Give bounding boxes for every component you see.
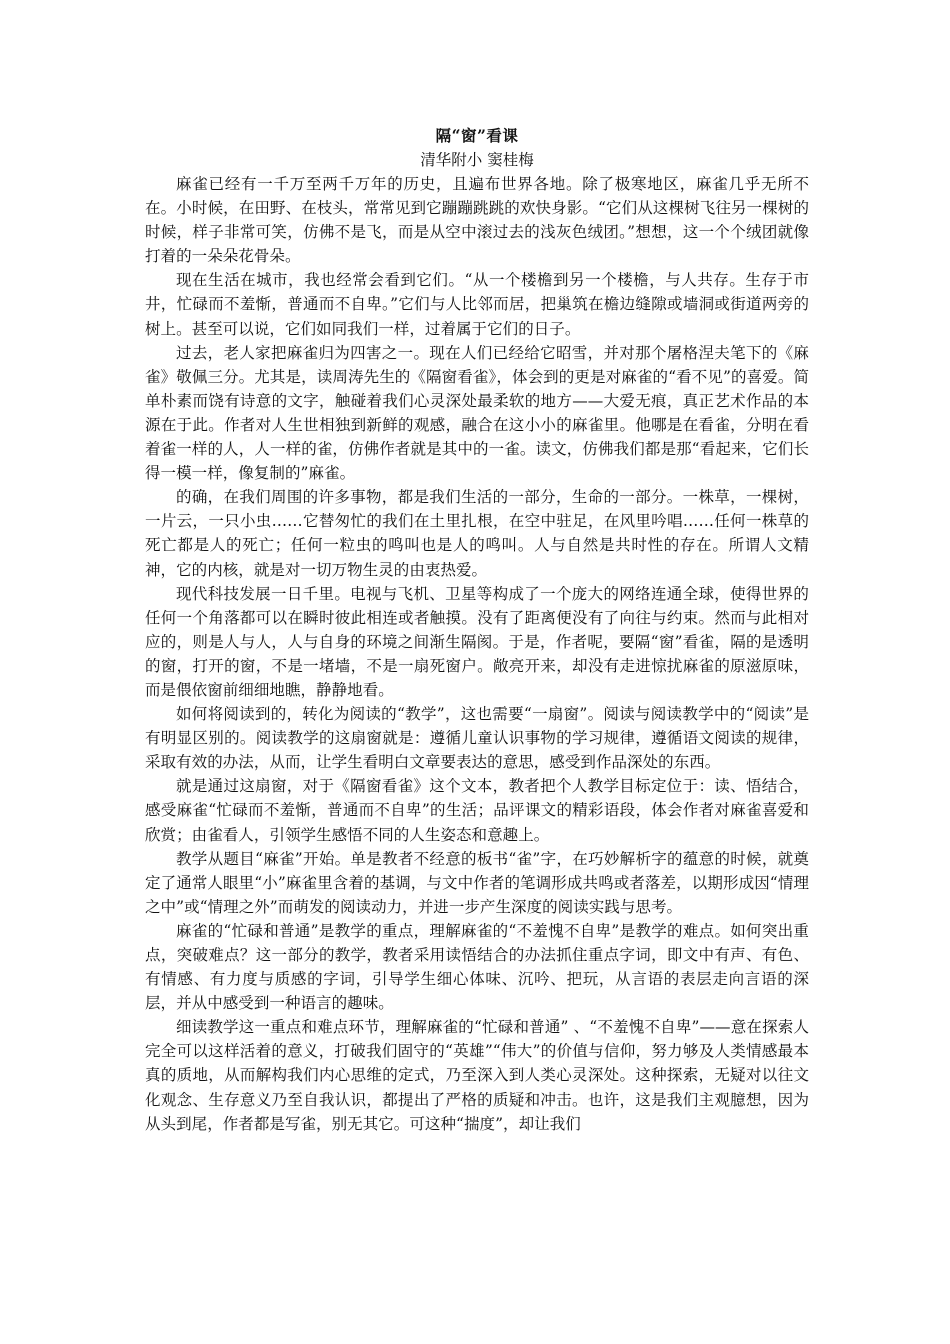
paragraph-7: 就是通过这扇窗，对于《隔窗看雀》这个文本，教者把个人教学目标定位于：读、悟结合，感受麻雀“忙碌而不羞惭，普通而不自卑”的生活；品评课文的精彩语段，体会作者对麻雀喜爱和欣赏；由雀看人，引领学生感悟不同的人生姿态和意趣上。 xyxy=(145,777,809,844)
article-byline: 清华附小 窦桂梅 xyxy=(420,151,534,169)
paragraph-10: 细读教学这一重点和难点环节，理解麻雀的“忙碌和普通” 、“不羞愧不自卑”——意在探索人完全可以这样活着的意义，打破我们固守的“英雄”“伟大”的价值与信仰，努力够及人类情感最本真的质地，从而解构我们内心思维的定式，乃至深入到人类心灵深处。这种探索，无疑对以往文化观念、生存意义乃至自我认识，都提出了严格的质疑和冲击。也许，这是我们主观臆想，因为从头到尾，作者都是写雀，别无其它。可这种“揣度”，却让我们 xyxy=(145,1018,809,1133)
paragraph-4: 的确，在我们周围的许多事物，都是我们生活的一部分，生命的一部分。一株草，一棵树，一片云，一只小虫……它替匆忙的我们在土里扎根，在空中驻足，在风里吟唱……任何一株草的死亡都是人的死亡；任何一粒虫的鸣叫也是人的鸣叫。人与自然是共时性的存在。所谓人文精神，它的内核，就是对一切万物生灵的由衷热爱。 xyxy=(145,488,809,579)
paragraph-1: 麻雀已经有一千万至两千万年的历史，且遍布世界各地。除了极寒地区，麻雀几乎无所不在。小时候，在田野、在枝头，常常见到它蹦蹦跳跳的欢快身影。“它们从这棵树飞往另一棵树的时候，样子非常可笑，仿佛不是飞，而是从空中滚过去的浅灰色绒团。”想想，这一个个绒团就像打着的一朵朵花骨朵。 xyxy=(145,175,809,266)
paragraph-5: 现代科技发展一日千里。电视与飞机、卫星等构成了一个庞大的网络连通全球，使得世界的任何一个角落都可以在瞬时彼此相连或者触摸。没有了距离便没有了向往与约束。然而与此相对应的，则是人与人，人与自身的环境之间渐生隔阂。于是，作者呢，要隔“窗”看雀，隔的是透明的窗，打开的窗，不是一堵墙，不是一扇死窗户。敞亮开来，却没有走进惊扰麻雀的原滋原味，而是偎依窗前细细地瞧，静静地看。 xyxy=(145,584,809,699)
paragraph-6: 如何将阅读到的，转化为阅读的“教学”，这也需要“一扇窗”。阅读与阅读教学中的“阅读”是有明显区别的。阅读教学的这扇窗就是：遵循儿童认识事物的学习规律，遵循语文阅读的规律，采取有效的办法，从而，让学生看明白文章要表达的意思，感受到作品深处的东西。 xyxy=(145,705,809,772)
paragraph-3: 过去，老人家把麻雀归为四害之一。现在人们已经给它昭雪，并对那个屠格涅夫笔下的《麻雀》敬佩三分。尤其是，读周涛先生的《隔窗看雀》，体会到的更是对麻雀的“看不见”的喜爱。简单朴素而饶有诗意的文字，触碰着我们心灵深处最柔软的地方——大爱无痕，真正艺术作品的本源在于此。作者对人生世相独到新鲜的观感，融合在这小小的麻雀里。他哪是在看雀，分明在看着雀一样的人，人一样的雀，仿佛作者就是其中的一雀。读文，仿佛我们都是那“看起来，它们长得一模一样，像复制的”麻雀。 xyxy=(145,343,809,483)
paragraph-9: 麻雀的“忙碌和普通”是教学的重点，理解麻雀的“不羞愧不自卑”是教学的难点。如何突出重点，突破难点？这一部分的教学，教者采用读悟结合的办法抓住重点字词，即文中有声、有色、有情感、有力度与质感的字词，引导学生细心体味、沉吟、把玩，从言语的表层走向言语的深层，并从中感受到一种语言的趣味。 xyxy=(145,921,809,1013)
article-title: 隔“窗”看课 xyxy=(435,126,519,145)
article xyxy=(145,124,809,1136)
paragraph-2: 现在生活在城市，我也经常会看到它们。“从一个楼檐到另一个楼檐，与人共存。生存于市井，忙碌而不羞惭，普通而不自卑。”它们与人比邻而居，把巢筑在檐边缝隙或墙洞或街道两旁的树上。甚至可以说，它们如同我们一样，过着属于它们的日子。 xyxy=(145,271,809,338)
paragraph-8: 教学从题目“麻雀”开始。单是教者不经意的板书“雀”字，在巧妙解析字的蕴意的时候，就奠定了通常人眼里“小”麻雀里含着的基调，与文中作者的笔调形成共鸣或者落差，以期形成因“情理之中”或“情理之外”而萌发的阅读动力，并进一步产生深度的阅读实践与思考。 xyxy=(145,849,809,916)
